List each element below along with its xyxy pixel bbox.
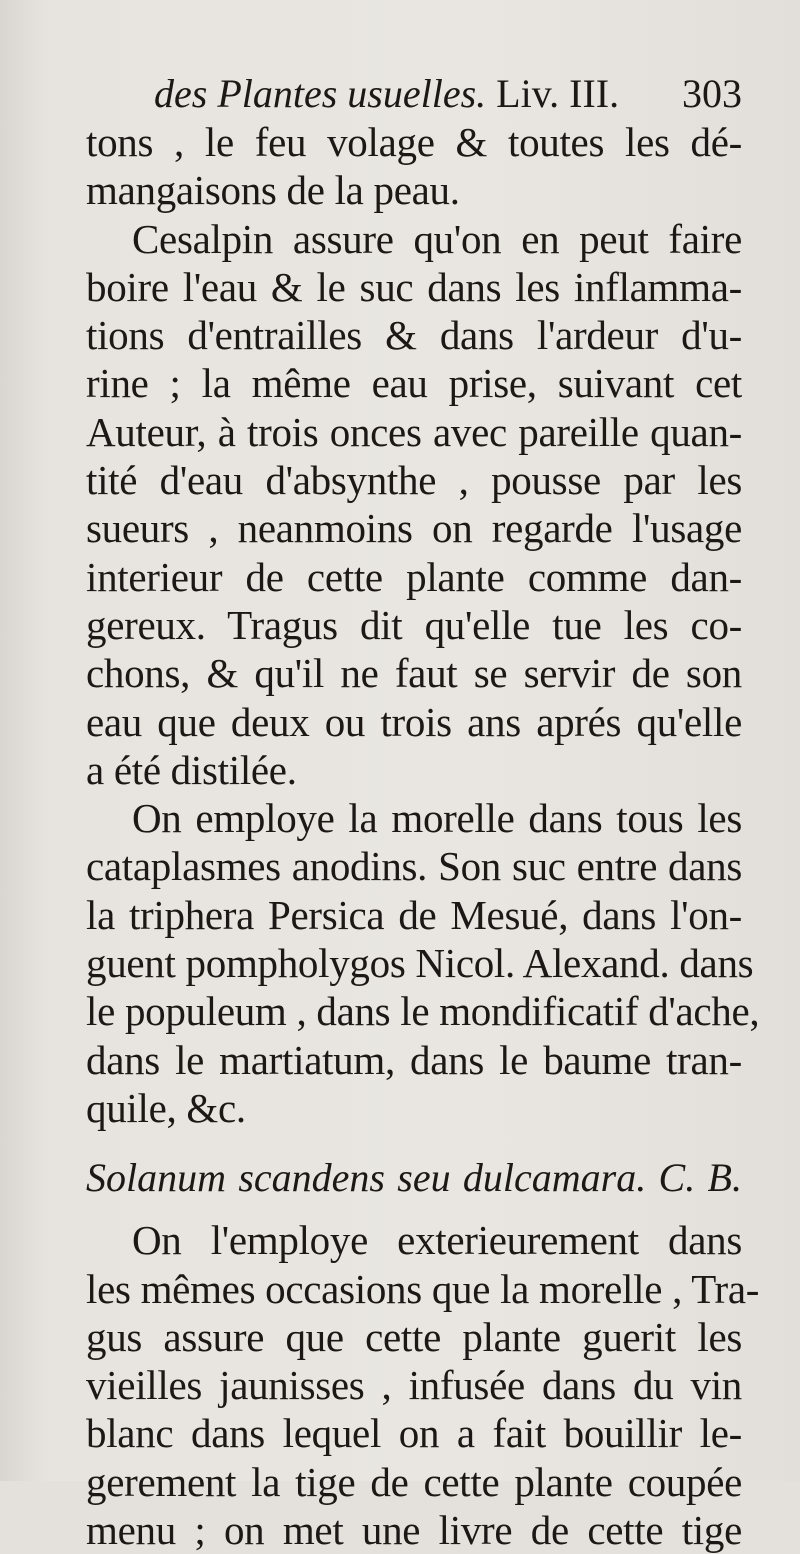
text-line: le populeum , dans le mondificatif d'ache, — [86, 988, 760, 1035]
book-number: Liv. III. — [496, 71, 620, 116]
text-line: quile, &c. — [86, 1084, 246, 1131]
text-line: sueurs , neanmoins on regarde l'usage — [86, 505, 742, 552]
text-line: a été distilée. — [86, 746, 297, 793]
text-line: tions d'entrailles & dans l'ardeur d'u- — [86, 312, 742, 359]
text-line: Auteur, à trois onces avec pareille quan- — [86, 408, 742, 455]
paragraph — [86, 794, 760, 1132]
text-line: cataplasmes anodins. Son suc entre dans — [86, 843, 742, 890]
text-line: tons , le feu volage & toutes les dé- — [86, 119, 742, 165]
text-line: On l'employe exterieurement dans — [132, 1217, 742, 1264]
page-header — [86, 70, 742, 118]
text-line: On employe la morelle dans tous les — [132, 795, 742, 842]
text-line: dans le martiatum, dans le baume tran- — [86, 1036, 742, 1083]
text-line: la triphera Persica de Mesué, dans l'on- — [86, 891, 742, 938]
spacer — [86, 1202, 742, 1216]
paragraph — [86, 1216, 760, 1554]
text-line: guent pompholygos Nicol. Alexand. dans — [86, 940, 754, 987]
text-line: boire l'eau & le suc dans les inflamma- — [86, 263, 742, 310]
text-line: mangaisons de la peau. — [86, 167, 460, 214]
text-line: eau que deux ou trois ans aprés qu'elle — [86, 698, 742, 745]
text-line: blanc dans lequel on a fait bouillir le- — [86, 1410, 742, 1457]
paragraph — [86, 215, 742, 795]
text-line: chons, & qu'il ne faut se servir de son — [86, 650, 742, 697]
text-line: tité d'eau d'absynthe , pousse par les — [86, 457, 742, 504]
text-line: les mêmes occasions que la morelle , Tra- — [86, 1265, 760, 1312]
page-number: 303 — [682, 71, 742, 116]
running-title: des Plantes usuelles. Liv. III. — [154, 71, 620, 116]
text-line: gereux. Tragus dit qu'elle tue les co- — [86, 601, 742, 648]
text-line: vieilles jaunisses , infusée dans du vin — [86, 1362, 742, 1409]
paragraph — [86, 118, 742, 215]
section-heading: Solanum scandens seu dulcamara. C. B. — [86, 1155, 742, 1201]
page-text — [86, 70, 760, 1554]
text-line: menu ; on met une livre de cette tige — [86, 1507, 742, 1554]
text-line: rine ; la même eau prise, suivant cet — [86, 360, 742, 407]
text-line: Cesalpin assure qu'on en peut faire — [132, 215, 742, 262]
text-line: interieur de cette plante comme dan- — [86, 553, 742, 600]
spacer — [86, 1132, 742, 1154]
text-line: gus assure que cette plante guerit les — [86, 1313, 742, 1360]
text-line: gerement la tige de cette plante coupée — [86, 1458, 742, 1505]
